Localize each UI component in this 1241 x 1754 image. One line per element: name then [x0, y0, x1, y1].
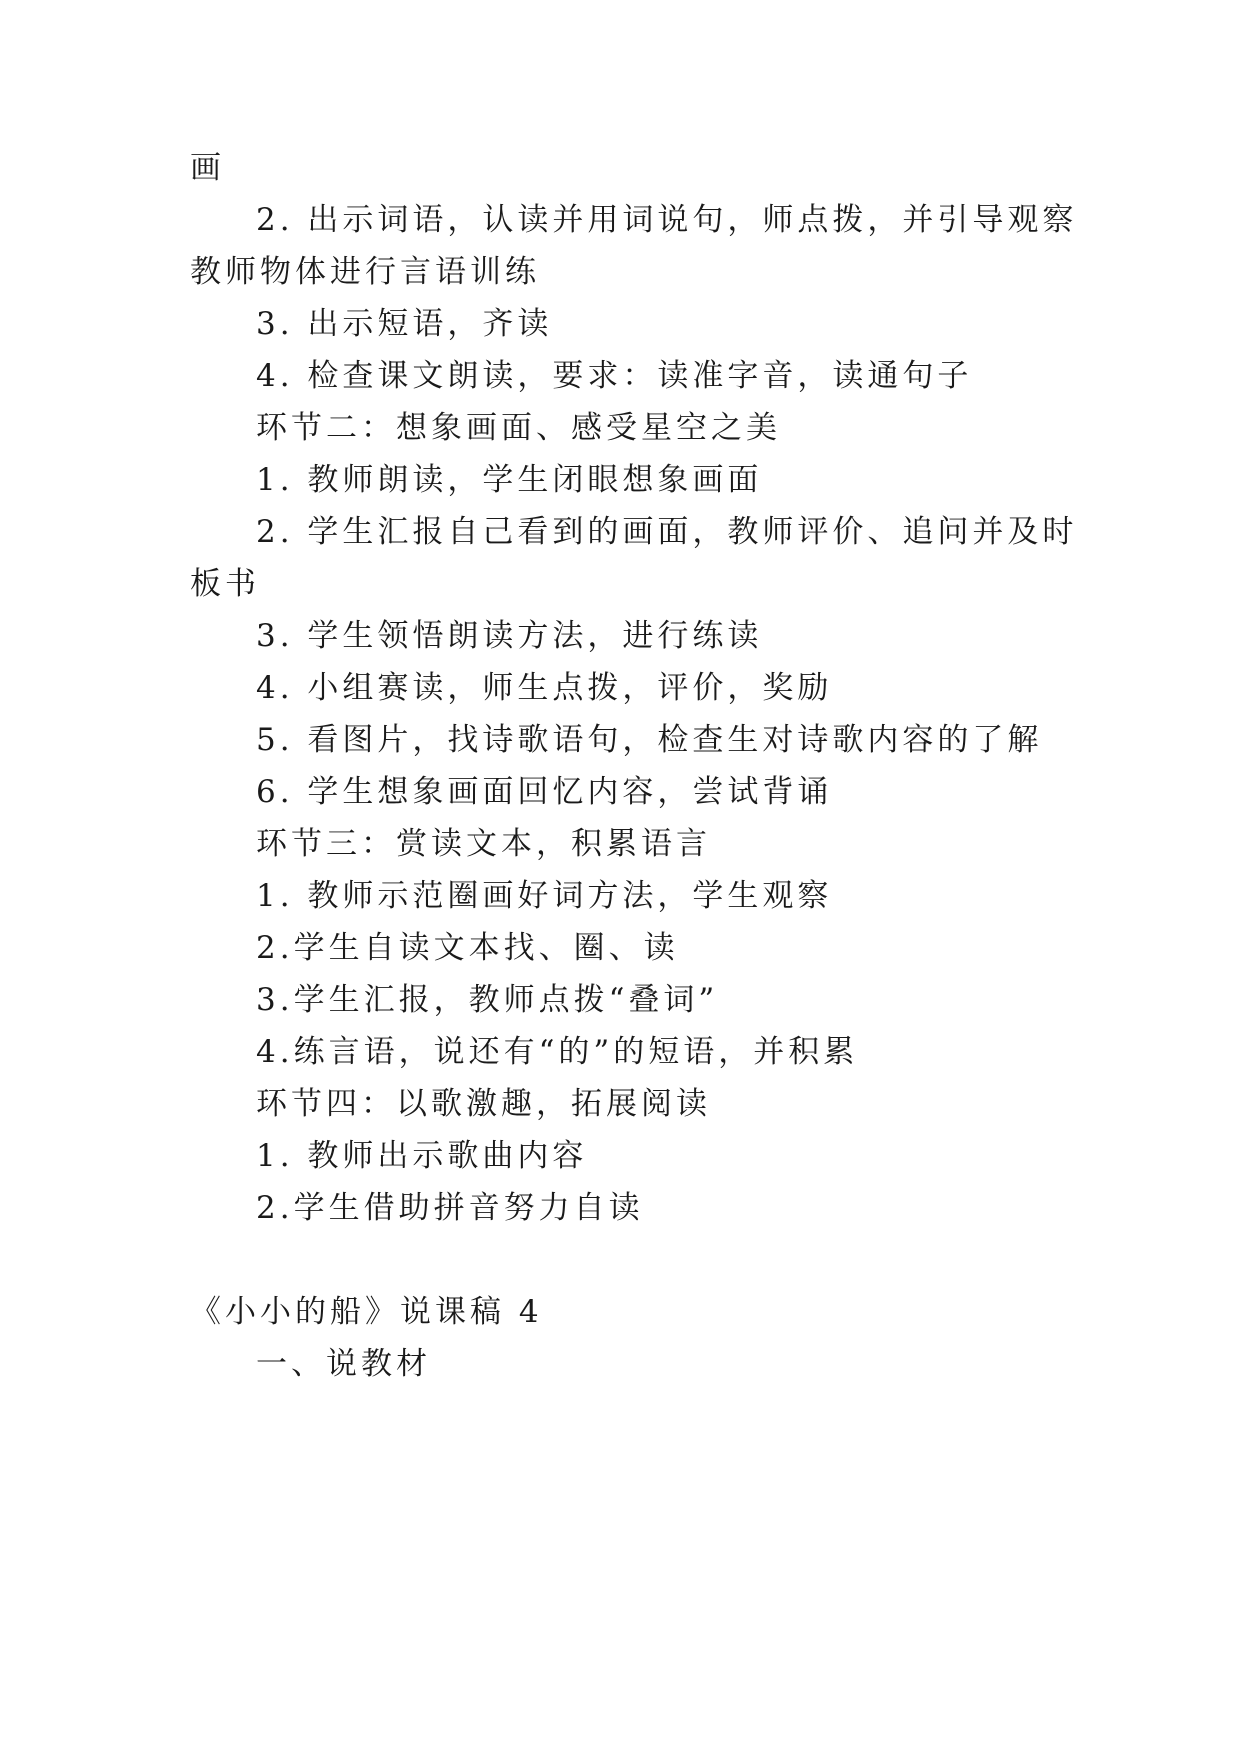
section-heading: 环节二：想象画面、感受星空之美 — [256, 410, 781, 446]
text-line: 3. 学生领悟朗读方法，进行练读 — [256, 618, 763, 654]
section-heading: 环节四：以歌激趣，拓展阅读 — [256, 1086, 711, 1122]
section-heading: 一、说教材 — [256, 1346, 431, 1382]
text-line: 1. 教师出示歌曲内容 — [256, 1138, 588, 1174]
text-line: 3.学生汇报，教师点拨“叠词” — [256, 982, 719, 1018]
text-line: 3. 出示短语，齐读 — [256, 306, 553, 342]
text-line: 4. 检查课文朗读，要求：读准字音，读通句子 — [256, 358, 973, 394]
document-title: 《小小的船》说课稿 4 — [190, 1294, 543, 1330]
text-line: 2. 学生汇报自己看到的画面，教师评价、追问并及时 — [256, 514, 1078, 550]
text-line: 5. 看图片，找诗歌语句，检查生对诗歌内容的了解 — [256, 722, 1043, 758]
text-line: 2. 出示词语，认读并用词说句，师点拨，并引导观察 — [256, 202, 1078, 238]
text-line: 1. 教师示范圈画好词方法，学生观察 — [256, 878, 833, 914]
text-line: 画 — [190, 150, 225, 186]
text-line: 4.练言语，说还有“的”的短语，并积累 — [256, 1034, 859, 1070]
text-line: 1. 教师朗读，学生闭眼想象画面 — [256, 462, 763, 498]
text-line: 2.学生自读文本找、圈、读 — [256, 930, 679, 966]
text-line: 6. 学生想象画面回忆内容，尝试背诵 — [256, 774, 833, 810]
text-line: 2.学生借助拼音努力自读 — [256, 1190, 644, 1226]
text-line: 教师物体进行言语训练 — [190, 254, 540, 290]
text-line: 4. 小组赛读，师生点拨，评价，奖励 — [256, 670, 833, 706]
section-heading: 环节三：赏读文本，积累语言 — [256, 826, 711, 862]
text-line: 板书 — [190, 566, 260, 602]
